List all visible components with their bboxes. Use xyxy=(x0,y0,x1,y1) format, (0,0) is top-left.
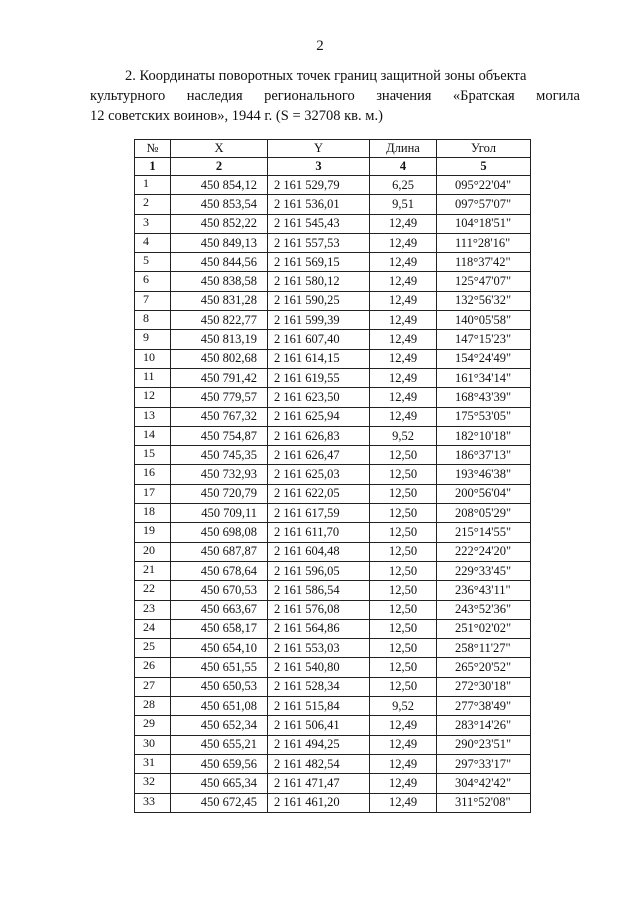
length-cell: 12,49 xyxy=(370,754,437,773)
length-cell: 12,49 xyxy=(370,330,437,349)
length-cell: 12,50 xyxy=(370,561,437,580)
y-coordinate-cell: 2 161 557,53 xyxy=(268,233,370,252)
table-row xyxy=(135,619,531,638)
point-number-cell: 5 xyxy=(135,253,171,272)
angle-cell: 182°10'18" xyxy=(437,426,531,445)
angle-cell: 154°24'49" xyxy=(437,349,531,368)
y-coordinate-cell: 2 161 626,83 xyxy=(268,426,370,445)
angle-cell: 297°33'17" xyxy=(437,754,531,773)
section-heading xyxy=(90,66,580,126)
x-coordinate-cell: 450 709,11 xyxy=(171,504,268,523)
angle-cell: 147°15'23" xyxy=(437,330,531,349)
table-row xyxy=(135,774,531,793)
point-number-cell: 26 xyxy=(135,658,171,677)
table-row xyxy=(135,253,531,272)
point-number-cell: 24 xyxy=(135,619,171,638)
table-row xyxy=(135,368,531,387)
table-row xyxy=(135,272,531,291)
column-header-length: Длина xyxy=(370,140,437,158)
table-row xyxy=(135,195,531,214)
point-number-cell: 29 xyxy=(135,716,171,735)
angle-cell: 186°37'13" xyxy=(437,446,531,465)
point-number-cell: 12 xyxy=(135,388,171,407)
x-coordinate-cell: 450 853,54 xyxy=(171,195,268,214)
table-row xyxy=(135,639,531,658)
table-row xyxy=(135,542,531,561)
y-coordinate-cell: 2 161 623,50 xyxy=(268,388,370,407)
y-coordinate-cell: 2 161 599,39 xyxy=(268,311,370,330)
angle-cell: 215°14'55" xyxy=(437,523,531,542)
x-coordinate-cell: 450 672,45 xyxy=(171,793,268,812)
angle-cell: 200°56'04" xyxy=(437,484,531,503)
column-header-y: Y xyxy=(268,140,370,158)
length-cell: 12,49 xyxy=(370,272,437,291)
point-number-cell: 33 xyxy=(135,793,171,812)
heading-line-1: 2. Координаты поворотных точек границ защитной зоны объекта xyxy=(125,68,527,84)
y-coordinate-cell: 2 161 569,15 xyxy=(268,253,370,272)
table-row xyxy=(135,311,531,330)
point-number-cell: 1 xyxy=(135,176,171,195)
x-coordinate-cell: 450 670,53 xyxy=(171,581,268,600)
y-coordinate-cell: 2 161 471,47 xyxy=(268,774,370,793)
x-coordinate-cell: 450 831,28 xyxy=(171,291,268,310)
length-cell: 12,50 xyxy=(370,658,437,677)
table-row xyxy=(135,291,531,310)
x-coordinate-cell: 450 651,55 xyxy=(171,658,268,677)
x-coordinate-cell: 450 732,93 xyxy=(171,465,268,484)
column-number: 3 xyxy=(268,158,370,176)
table-row xyxy=(135,735,531,754)
table-row xyxy=(135,523,531,542)
length-cell: 12,49 xyxy=(370,388,437,407)
x-coordinate-cell: 450 651,08 xyxy=(171,697,268,716)
angle-cell: 168°43'39" xyxy=(437,388,531,407)
length-cell: 12,50 xyxy=(370,446,437,465)
length-cell: 12,49 xyxy=(370,349,437,368)
heading-word: значения xyxy=(376,88,432,104)
y-coordinate-cell: 2 161 614,15 xyxy=(268,349,370,368)
y-coordinate-cell: 2 161 619,55 xyxy=(268,368,370,387)
angle-cell: 132°56'32" xyxy=(437,291,531,310)
x-coordinate-cell: 450 659,56 xyxy=(171,754,268,773)
y-coordinate-cell: 2 161 625,03 xyxy=(268,465,370,484)
length-cell: 12,50 xyxy=(370,600,437,619)
column-number: 2 xyxy=(171,158,268,176)
y-coordinate-cell: 2 161 617,59 xyxy=(268,504,370,523)
table-row xyxy=(135,677,531,696)
x-coordinate-cell: 450 655,21 xyxy=(171,735,268,754)
length-cell: 9,52 xyxy=(370,697,437,716)
table-row xyxy=(135,600,531,619)
y-coordinate-cell: 2 161 461,20 xyxy=(268,793,370,812)
point-number-cell: 18 xyxy=(135,504,171,523)
column-number-row xyxy=(135,158,531,176)
coordinates-table xyxy=(134,139,531,813)
angle-cell: 175°53'05" xyxy=(437,407,531,426)
point-number-cell: 11 xyxy=(135,368,171,387)
table-row xyxy=(135,754,531,773)
y-coordinate-cell: 2 161 580,12 xyxy=(268,272,370,291)
point-number-cell: 20 xyxy=(135,542,171,561)
heading-word: «Братская xyxy=(452,88,515,104)
point-number-cell: 25 xyxy=(135,639,171,658)
heading-line-3: 12 советских воинов», 1944 г. (S = 32708 кв. м.) xyxy=(90,108,383,124)
heading-word: культурного xyxy=(90,88,166,104)
angle-cell: 251°02'02" xyxy=(437,619,531,638)
x-coordinate-cell: 450 654,10 xyxy=(171,639,268,658)
x-coordinate-cell: 450 849,13 xyxy=(171,233,268,252)
table-row xyxy=(135,446,531,465)
x-coordinate-cell: 450 663,67 xyxy=(171,600,268,619)
angle-cell: 222°24'20" xyxy=(437,542,531,561)
heading-word: регионального xyxy=(264,88,355,104)
point-number-cell: 28 xyxy=(135,697,171,716)
y-coordinate-cell: 2 161 529,79 xyxy=(268,176,370,195)
y-coordinate-cell: 2 161 564,86 xyxy=(268,619,370,638)
length-cell: 12,50 xyxy=(370,523,437,542)
table-row xyxy=(135,793,531,812)
point-number-cell: 31 xyxy=(135,754,171,773)
length-cell: 12,49 xyxy=(370,214,437,233)
length-cell: 9,51 xyxy=(370,195,437,214)
table-row xyxy=(135,504,531,523)
length-cell: 12,49 xyxy=(370,291,437,310)
length-cell: 12,49 xyxy=(370,253,437,272)
angle-cell: 311°52'08" xyxy=(437,793,531,812)
angle-cell: 095°22'04" xyxy=(437,176,531,195)
y-coordinate-cell: 2 161 626,47 xyxy=(268,446,370,465)
table-body xyxy=(135,176,531,813)
column-header-x: X xyxy=(171,140,268,158)
x-coordinate-cell: 450 754,87 xyxy=(171,426,268,445)
point-number-cell: 2 xyxy=(135,195,171,214)
angle-cell: 283°14'26" xyxy=(437,716,531,735)
y-coordinate-cell: 2 161 515,84 xyxy=(268,697,370,716)
y-coordinate-cell: 2 161 528,34 xyxy=(268,677,370,696)
y-coordinate-cell: 2 161 586,54 xyxy=(268,581,370,600)
x-coordinate-cell: 450 698,08 xyxy=(171,523,268,542)
point-number-cell: 21 xyxy=(135,561,171,580)
column-number: 4 xyxy=(370,158,437,176)
angle-cell: 229°33'45" xyxy=(437,561,531,580)
y-coordinate-cell: 2 161 625,94 xyxy=(268,407,370,426)
point-number-cell: 4 xyxy=(135,233,171,252)
table-row xyxy=(135,233,531,252)
x-coordinate-cell: 450 852,22 xyxy=(171,214,268,233)
angle-cell: 193°46'38" xyxy=(437,465,531,484)
point-number-cell: 22 xyxy=(135,581,171,600)
length-cell: 12,49 xyxy=(370,233,437,252)
column-number: 1 xyxy=(135,158,171,176)
x-coordinate-cell: 450 802,68 xyxy=(171,349,268,368)
length-cell: 12,50 xyxy=(370,639,437,658)
length-cell: 12,49 xyxy=(370,735,437,754)
heading-line-2 xyxy=(90,86,580,106)
table-row xyxy=(135,561,531,580)
heading-word: могила xyxy=(536,88,580,104)
point-number-cell: 19 xyxy=(135,523,171,542)
x-coordinate-cell: 450 665,34 xyxy=(171,774,268,793)
y-coordinate-cell: 2 161 553,03 xyxy=(268,639,370,658)
y-coordinate-cell: 2 161 607,40 xyxy=(268,330,370,349)
point-number-cell: 7 xyxy=(135,291,171,310)
y-coordinate-cell: 2 161 590,25 xyxy=(268,291,370,310)
x-coordinate-cell: 450 779,57 xyxy=(171,388,268,407)
length-cell: 12,49 xyxy=(370,774,437,793)
length-cell: 12,50 xyxy=(370,542,437,561)
angle-cell: 290°23'51" xyxy=(437,735,531,754)
x-coordinate-cell: 450 678,64 xyxy=(171,561,268,580)
x-coordinate-cell: 450 813,19 xyxy=(171,330,268,349)
table-row xyxy=(135,176,531,195)
length-cell: 9,52 xyxy=(370,426,437,445)
point-number-cell: 15 xyxy=(135,446,171,465)
y-coordinate-cell: 2 161 576,08 xyxy=(268,600,370,619)
y-coordinate-cell: 2 161 482,54 xyxy=(268,754,370,773)
table-row xyxy=(135,697,531,716)
table-row xyxy=(135,388,531,407)
length-cell: 12,50 xyxy=(370,465,437,484)
y-coordinate-cell: 2 161 536,01 xyxy=(268,195,370,214)
page-number: 2 xyxy=(316,38,324,54)
table-row xyxy=(135,426,531,445)
length-cell: 12,50 xyxy=(370,484,437,503)
length-cell: 12,49 xyxy=(370,407,437,426)
angle-cell: 161°34'14" xyxy=(437,368,531,387)
column-header-number: № xyxy=(135,140,171,158)
length-cell: 12,49 xyxy=(370,311,437,330)
x-coordinate-cell: 450 791,42 xyxy=(171,368,268,387)
angle-cell: 272°30'18" xyxy=(437,677,531,696)
x-coordinate-cell: 450 687,87 xyxy=(171,542,268,561)
angle-cell: 277°38'49" xyxy=(437,697,531,716)
table-row xyxy=(135,465,531,484)
angle-cell: 243°52'36" xyxy=(437,600,531,619)
y-coordinate-cell: 2 161 622,05 xyxy=(268,484,370,503)
angle-cell: 258°11'27" xyxy=(437,639,531,658)
angle-cell: 111°28'16" xyxy=(437,233,531,252)
x-coordinate-cell: 450 844,56 xyxy=(171,253,268,272)
point-number-cell: 3 xyxy=(135,214,171,233)
angle-cell: 140°05'58" xyxy=(437,311,531,330)
angle-cell: 236°43'11" xyxy=(437,581,531,600)
point-number-cell: 9 xyxy=(135,330,171,349)
point-number-cell: 17 xyxy=(135,484,171,503)
length-cell: 12,49 xyxy=(370,368,437,387)
angle-cell: 104°18'51" xyxy=(437,214,531,233)
length-cell: 12,50 xyxy=(370,504,437,523)
length-cell: 12,49 xyxy=(370,716,437,735)
point-number-cell: 16 xyxy=(135,465,171,484)
column-header-angle: Угол xyxy=(437,140,531,158)
table-row xyxy=(135,658,531,677)
point-number-cell: 13 xyxy=(135,407,171,426)
y-coordinate-cell: 2 161 540,80 xyxy=(268,658,370,677)
x-coordinate-cell: 450 652,34 xyxy=(171,716,268,735)
table-row xyxy=(135,581,531,600)
x-coordinate-cell: 450 838,58 xyxy=(171,272,268,291)
point-number-cell: 8 xyxy=(135,311,171,330)
length-cell: 12,49 xyxy=(370,793,437,812)
point-number-cell: 32 xyxy=(135,774,171,793)
length-cell: 12,50 xyxy=(370,581,437,600)
y-coordinate-cell: 2 161 611,70 xyxy=(268,523,370,542)
point-number-cell: 6 xyxy=(135,272,171,291)
table-row xyxy=(135,407,531,426)
angle-cell: 125°47'07" xyxy=(437,272,531,291)
x-coordinate-cell: 450 854,12 xyxy=(171,176,268,195)
table-header-row xyxy=(135,140,531,158)
length-cell: 12,50 xyxy=(370,677,437,696)
x-coordinate-cell: 450 822,77 xyxy=(171,311,268,330)
x-coordinate-cell: 450 767,32 xyxy=(171,407,268,426)
angle-cell: 118°37'42" xyxy=(437,253,531,272)
table-row xyxy=(135,716,531,735)
angle-cell: 304°42'42" xyxy=(437,774,531,793)
table-row xyxy=(135,330,531,349)
x-coordinate-cell: 450 720,79 xyxy=(171,484,268,503)
point-number-cell: 30 xyxy=(135,735,171,754)
y-coordinate-cell: 2 161 506,41 xyxy=(268,716,370,735)
x-coordinate-cell: 450 650,53 xyxy=(171,677,268,696)
x-coordinate-cell: 450 658,17 xyxy=(171,619,268,638)
y-coordinate-cell: 2 161 545,43 xyxy=(268,214,370,233)
y-coordinate-cell: 2 161 604,48 xyxy=(268,542,370,561)
length-cell: 12,50 xyxy=(370,619,437,638)
y-coordinate-cell: 2 161 596,05 xyxy=(268,561,370,580)
table-row xyxy=(135,349,531,368)
heading-word: наследия xyxy=(186,88,243,104)
column-number: 5 xyxy=(437,158,531,176)
point-number-cell: 10 xyxy=(135,349,171,368)
point-number-cell: 23 xyxy=(135,600,171,619)
angle-cell: 097°57'07" xyxy=(437,195,531,214)
angle-cell: 208°05'29" xyxy=(437,504,531,523)
angle-cell: 265°20'52" xyxy=(437,658,531,677)
table-row xyxy=(135,484,531,503)
table-row xyxy=(135,214,531,233)
point-number-cell: 14 xyxy=(135,426,171,445)
y-coordinate-cell: 2 161 494,25 xyxy=(268,735,370,754)
x-coordinate-cell: 450 745,35 xyxy=(171,446,268,465)
point-number-cell: 27 xyxy=(135,677,171,696)
length-cell: 6,25 xyxy=(370,176,437,195)
